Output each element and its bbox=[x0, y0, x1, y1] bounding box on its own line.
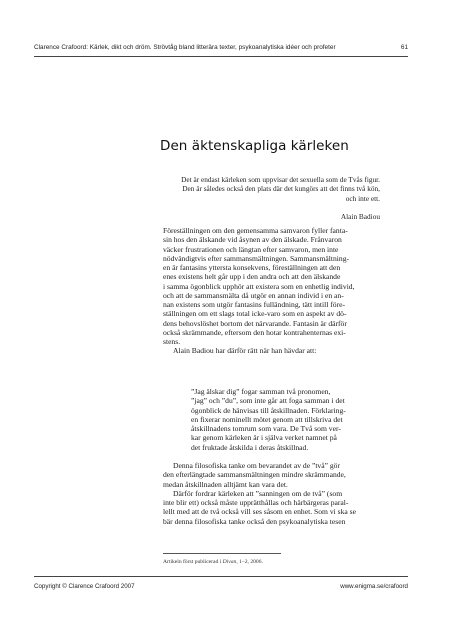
block-quote bbox=[191, 387, 376, 452]
footnote-rule bbox=[163, 553, 281, 554]
text-line: väcker frustrationen och längtan efter samvaron, men inte bbox=[163, 244, 339, 254]
epigraph-line: och inte ett. bbox=[345, 193, 380, 203]
quote-line: kar genom kärleken är i själva verket namnet på bbox=[191, 433, 337, 443]
text-line: stens. bbox=[163, 337, 181, 346]
running-header bbox=[34, 40, 408, 56]
epigraph bbox=[172, 175, 380, 203]
header-rule bbox=[34, 56, 408, 57]
text-line: Därför fordrar kärleken att ”sanningen om de två” (som bbox=[173, 488, 343, 498]
quote-line: åtskillnadens tomrum som vara. De Två som ver- bbox=[191, 424, 341, 433]
text-line: bär denna filosofiska tanke också den psykoanalytiska tesen bbox=[163, 516, 346, 526]
text-line: lellt med att de två också vill ses såsom en enhet. Som vi ska se bbox=[163, 507, 356, 517]
website-link[interactable]: www.enigma.se/crafoord bbox=[340, 583, 408, 590]
footnote-prefix: Artikeln först publicerad i bbox=[163, 559, 223, 565]
quote-line: ”jag” och ”du”, som inte går att foga samman i det bbox=[191, 396, 345, 406]
quote-line: ”Jag älskar dig” fogar samman två pronomen, bbox=[191, 387, 331, 396]
text-line: nödvändigtvis efter sammansmältningen. Sammansmältning- bbox=[163, 253, 350, 263]
text-line: dens behovslöshet bortom det närvarande. Fantasin är därför bbox=[163, 318, 347, 328]
text-line: Denna filosofiska tanke om bevarandet av de ”två” gör bbox=[173, 461, 340, 470]
epigraph-line: Det är endast kärleken som uppvisar det sexuella som de Tvås figur. bbox=[181, 175, 380, 184]
text-line: en är fantasins yttersta konsekvens, föreställningen att den bbox=[163, 263, 341, 272]
page-number: 61 bbox=[400, 44, 408, 51]
text-line: Föreställningen om den gemensamma samvaron fyller fanta- bbox=[163, 226, 348, 235]
text-line: medan åtskillnaden alltjämt kan vara det. bbox=[163, 479, 288, 489]
text-line: inte blir ett) också måste upprätthållas och härbärgeras paral- bbox=[163, 498, 349, 507]
text-line: och att de sammansmälta då utgör en annan individ i en an- bbox=[163, 290, 344, 300]
footnote bbox=[163, 559, 263, 565]
quote-line: ögonblick de hänvisas till åtskillnaden. Förklaring- bbox=[191, 405, 346, 415]
text-line: i samma ögonblick upphör att existera som en enhetlig individ, bbox=[163, 281, 355, 291]
footnote-suffix: , 1–2, 2006. bbox=[236, 559, 263, 565]
text-line: ställningen om ett slags total icke-varo som en aspekt av dö- bbox=[163, 309, 347, 319]
text-line: den efterlängtade sammansmältningen mindre skrämmande, bbox=[163, 470, 346, 480]
text-line: nan existens som utgör fantasins fulländning, tätt intill före- bbox=[163, 300, 346, 309]
footnote-journal: Divan bbox=[222, 559, 237, 565]
body-text bbox=[163, 226, 380, 356]
text-line: sin hos den älskande vid åsynen av den älskade. Frånvaron bbox=[163, 235, 342, 245]
quote-line: en fixerar nominellt mötet genom att tillskriva det bbox=[191, 414, 343, 424]
footer-rule bbox=[34, 576, 408, 577]
article-title: Den äktenskapliga kärleken bbox=[160, 138, 349, 155]
text-line: enes existens helt går upp i den andra och att den älskande bbox=[163, 272, 341, 282]
quote-line: det fruktade åtskilda i deras åtskillnad. bbox=[191, 442, 309, 452]
running-title: Clarence Crafoord: Kärlek, dikt och dröm. Strövtåg bland litterära texter, psykoanalytiska idéer och profeter bbox=[34, 44, 336, 51]
epigraph-author: Alain Badiou bbox=[340, 212, 380, 221]
page-footer bbox=[34, 583, 408, 595]
epigraph-line: Den är således också den plats där det kungörs att det finns två kön, bbox=[182, 184, 380, 194]
text-line: också skrämmande, eftersom den hotar kontrahenternas exi- bbox=[163, 327, 346, 337]
body-text-continued bbox=[163, 461, 380, 526]
copyright-text: Copyright © Clarence Crafoord 2007 bbox=[34, 583, 135, 590]
text-line: Alain Badiou har därför rätt när han hävdar att: bbox=[173, 346, 317, 356]
